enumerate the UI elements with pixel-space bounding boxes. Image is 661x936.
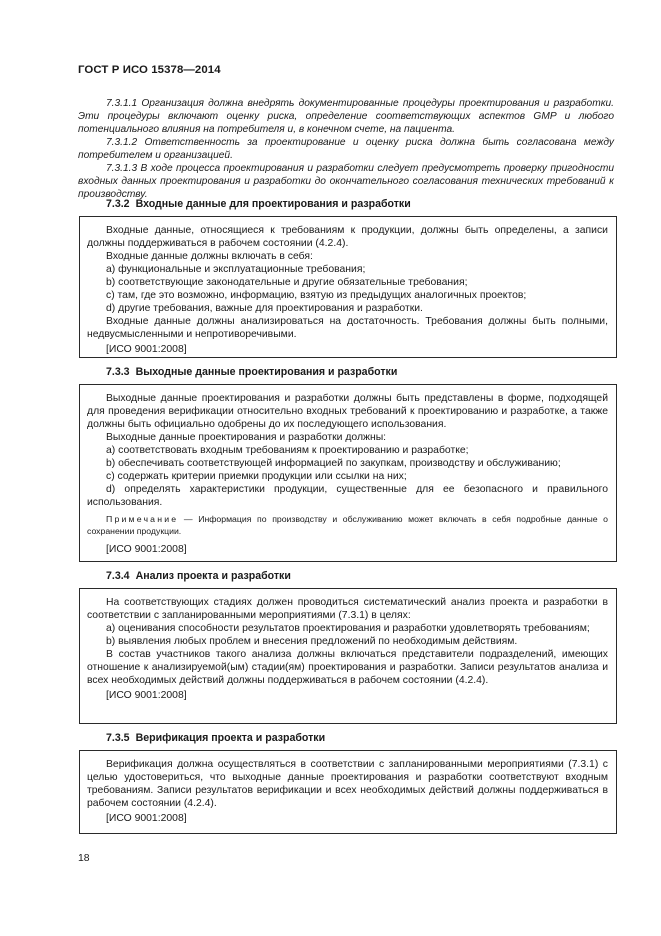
list-item: a) функциональные и эксплуатационные требования; [106,264,366,275]
iso-quote-box-7-3-5 [79,750,617,834]
iso-quote-box-7-3-4 [79,588,617,724]
list-item: b) соответствующие законодательные и другие обязательные требования; [106,277,468,288]
list-item: b) обеспечивать соответствующей информацией по закупкам, производству и обслуживанию; [106,458,561,469]
paragraph: Верификация должна осуществляться в соответствии с запланированными мероприятиями (7.3.1) с целью удостовериться, что выходные данные проектирования и разработки соответствуют входным требованиям. Записи результатов верификации и всех необходимых действий должны поддерживаться в рабочем состоянии (4.2.4). [87,759,608,809]
iso-quote-box-7-3-3 [79,384,617,562]
clause-7-3-1-2: 7.3.1.2 Ответственность за проектирование и оценку риска должна быть согласована между потребителем и организацией. [78,137,614,161]
section-number: 7.3.5 [106,732,130,744]
list-item: b) выявления любых проблем и внесения предложений по необходимым действиям. [106,636,518,647]
iso-quote-box-7-3-2 [79,216,617,358]
iso-reference: [ИСО 9001:2008] [106,344,187,355]
section-number: 7.3.4 [106,570,130,582]
section-title: Выходные данные проектирования и разработки [135,366,398,378]
paragraph: Выходные данные проектирования и разработки должны: [106,432,387,443]
paragraph: Выходные данные проектирования и разработки должны быть представлены в форме, подходящей для проведения верификации относительно входных требований к проектированию и разработке, а также должны быть официально одобрены до их последующего использования. [87,393,608,430]
paragraph: На соответствующих стадиях должен проводиться систематический анализ проекта и разработки в соответствии с запланированными мероприятиями (7.3.1) в целях: [87,597,608,621]
standard-header: ГОСТ Р ИСО 15378—2014 [78,64,221,76]
list-item: a) оценивания способности результатов проектирования и разработки удовлетворять требованиям; [106,623,590,634]
list-item: c) содержать критерии приемки продукции или ссылки на них; [106,471,407,482]
note [87,514,608,537]
note-text: — Информация по производству и обслуживанию может включать в себя подробные данные о сохранении продукции. [87,514,608,536]
clause-7-3-1-3: 7.3.1.3 В ходе процесса проектирования и разработки следует предусмотреть проверку пригодности входных данных проектирования и разработки до окончательного согласования технических требований к производству. [78,163,614,200]
section-title: Входные данные для проектирования и разработки [135,198,411,210]
section-heading-7-3-4 [106,570,291,583]
list-item: d) другие требования, важные для проектирования и разработки. [106,303,423,314]
paragraph: Входные данные должны анализироваться на достаточность. Требования должны быть полными, недвусмысленными и непротиворечивыми. [87,316,608,340]
list-item: a) соответствовать входным требованиям к проектированию и разработке; [106,445,469,456]
section-number: 7.3.3 [106,366,130,378]
note-label: Примечание [106,514,179,524]
section-title: Верификация проекта и разработки [135,732,326,744]
section-heading-7-3-3 [106,366,397,379]
section-number: 7.3.2 [106,198,130,210]
paragraph: В состав участников такого анализа должны включаться представители подразделений, имеющих отношение к анализируемой(ым) стадии(ям) проектирования и разработки. Записи результатов анализа и всех необходимых действий должны поддерживаться в рабочем состоянии (4.2.4). [87,649,608,686]
section-title: Анализ проекта и разработки [135,570,291,582]
page-number: 18 [78,853,90,864]
paragraph: Входные данные должны включать в себя: [106,251,313,262]
section-heading-7-3-2 [106,198,411,211]
section-heading-7-3-5 [106,732,325,745]
list-item: d) определять характеристики продукции, существенные для ее безопасного и правильного использования. [87,484,608,508]
clause-7-3-1-1: 7.3.1.1 Организация должна внедрять документированные процедуры проектирования и разработки. Эти процедуры включают оценку риска, определение соответствующих аспектов GMP и любого потенциального влияния на потребителя и, в конечном счете, на пациента. [78,98,614,135]
list-item: c) там, где это возможно, информацию, взятую из предыдущих аналогичных проектов; [106,290,527,301]
iso-reference: [ИСО 9001:2008] [106,690,187,701]
iso-reference: [ИСО 9001:2008] [106,544,187,555]
iso-reference: [ИСО 9001:2008] [106,813,187,824]
paragraph: Входные данные, относящиеся к требованиям к продукции, должны быть определены, а записи должны поддерживаться в рабочем состоянии (4.2.4). [87,225,608,249]
intro-clauses [78,97,614,201]
